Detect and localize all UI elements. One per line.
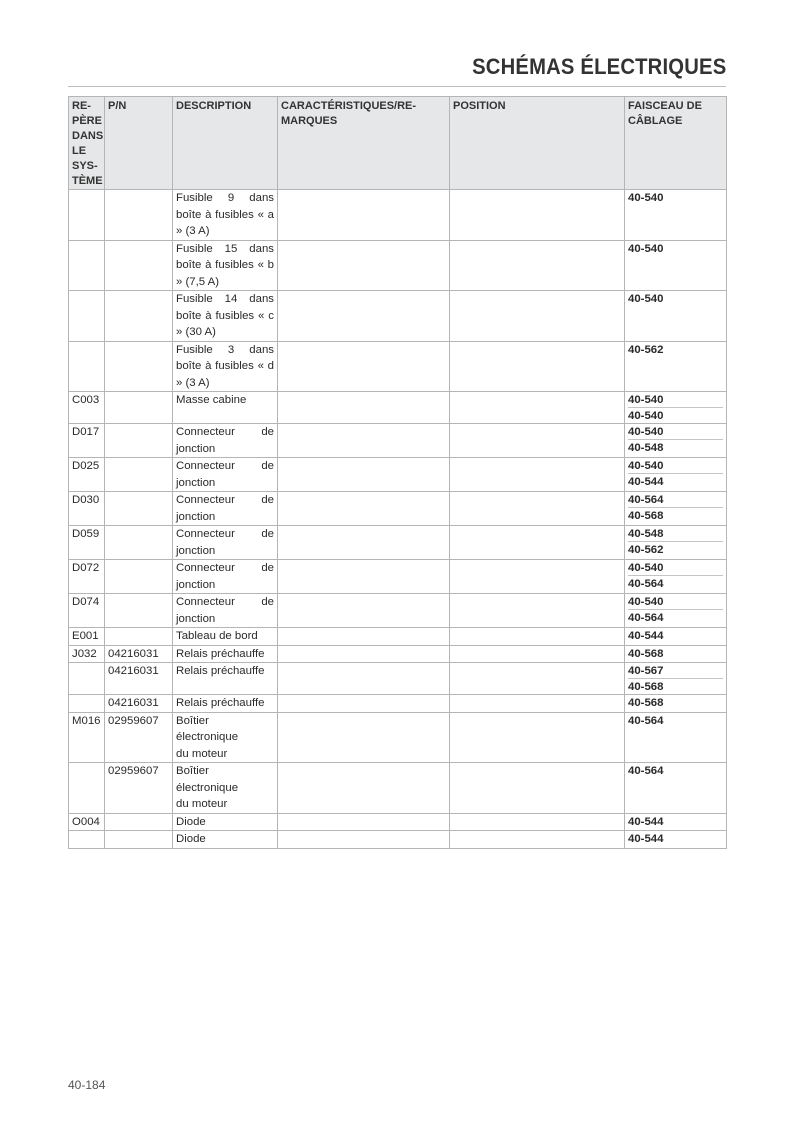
pn-cell xyxy=(105,424,173,458)
faisceau-value: 40-544 xyxy=(628,476,664,488)
remarks-cell xyxy=(278,458,450,492)
ref-cell xyxy=(69,291,105,342)
description-cell xyxy=(173,763,278,814)
pn-cell xyxy=(105,190,173,241)
faisceau-cell xyxy=(625,291,727,342)
pn-cell: 02959607 xyxy=(105,712,173,763)
ref-cell xyxy=(69,695,105,713)
faisceau-cell xyxy=(625,663,727,695)
pn-cell xyxy=(105,492,173,526)
faisceau-value: 40-540 xyxy=(628,242,664,255)
faisceau-value: 40-568 xyxy=(628,510,664,522)
position-cell xyxy=(450,240,625,291)
description-line: jonction xyxy=(176,612,216,625)
faisceau-value: 40-562 xyxy=(628,544,664,556)
description-cell xyxy=(173,240,278,291)
faisceau-value: 40-540 xyxy=(628,410,664,422)
remarks-cell xyxy=(278,645,450,663)
faisceau-value: 40-540 xyxy=(628,392,723,408)
position-cell xyxy=(450,458,625,492)
faisceau-cell xyxy=(625,190,727,241)
table-row xyxy=(69,645,727,663)
faisceau-cell xyxy=(625,712,727,763)
column-header-position: POSITION xyxy=(450,97,625,190)
remarks-cell xyxy=(278,341,450,392)
faisceau-value: 40-568 xyxy=(628,681,664,693)
position-cell xyxy=(450,594,625,628)
ref-cell: M016 xyxy=(69,712,105,763)
ref-cell xyxy=(69,341,105,392)
page-title: SCHÉMAS ÉLECTRIQUES xyxy=(471,54,726,79)
faisceau-cell xyxy=(625,341,727,392)
description-cell xyxy=(173,645,278,663)
position-cell xyxy=(450,424,625,458)
description-line: boîte à fusibles « c xyxy=(176,309,274,322)
description-line: Connecteur de xyxy=(176,426,274,438)
remarks-cell xyxy=(278,526,450,560)
position-cell xyxy=(450,695,625,713)
column-header-pn: P/N xyxy=(105,97,173,190)
table-row xyxy=(69,458,727,492)
remarks-cell xyxy=(278,291,450,342)
description-cell xyxy=(173,712,278,763)
title-divider xyxy=(68,86,726,87)
remarks-cell xyxy=(278,392,450,424)
description-line: Diode xyxy=(176,833,206,845)
ref-cell: D074 xyxy=(69,594,105,628)
position-cell xyxy=(450,645,625,663)
table-row xyxy=(69,341,727,392)
faisceau-value: 40-540 xyxy=(628,424,723,440)
description-cell xyxy=(173,424,278,458)
description-line: Connecteur de xyxy=(176,460,274,472)
table-header-row xyxy=(69,97,727,190)
position-cell xyxy=(450,628,625,646)
table-row xyxy=(69,594,727,628)
faisceau-cell xyxy=(625,492,727,526)
remarks-cell xyxy=(278,594,450,628)
ref-cell xyxy=(69,240,105,291)
pn-cell xyxy=(105,291,173,342)
column-header-faisceau: FAISCEAU DE CÂBLAGE xyxy=(625,97,727,190)
faisceau-value: 40-567 xyxy=(628,663,723,679)
column-header-ref: RE- PÈRE DANS LE SYS- TÈME xyxy=(69,97,105,190)
faisceau-cell xyxy=(625,560,727,594)
faisceau-cell xyxy=(625,695,727,713)
column-header-description: DESCRIPTION xyxy=(173,97,278,190)
pn-cell xyxy=(105,813,173,831)
table-row xyxy=(69,392,727,424)
description-line: Relais préchauffe xyxy=(176,697,265,709)
parts-table xyxy=(68,96,727,849)
ref-cell xyxy=(69,663,105,695)
description-line: boîte à fusibles « a xyxy=(176,208,274,221)
faisceau-value: 40-548 xyxy=(628,442,664,454)
description-line: Diode xyxy=(176,815,206,828)
table-body xyxy=(69,190,727,849)
faisceau-cell xyxy=(625,240,727,291)
faisceau-cell xyxy=(625,594,727,628)
faisceau-value: 40-564 xyxy=(628,578,664,590)
faisceau-value: 40-540 xyxy=(628,293,664,305)
faisceau-value: 40-568 xyxy=(628,647,664,660)
remarks-cell xyxy=(278,831,450,849)
description-line: » (3 A) xyxy=(176,225,210,237)
description-cell xyxy=(173,526,278,560)
description-cell xyxy=(173,341,278,392)
pn-cell: 04216031 xyxy=(105,695,173,713)
pn-cell xyxy=(105,594,173,628)
table-row xyxy=(69,424,727,458)
description-line: jonction xyxy=(176,510,216,523)
ref-cell: D017 xyxy=(69,424,105,458)
remarks-cell xyxy=(278,712,450,763)
description-line: Relais préchauffe xyxy=(176,647,265,660)
faisceau-value: 40-540 xyxy=(628,192,664,204)
position-cell xyxy=(450,560,625,594)
position-cell xyxy=(450,663,625,695)
faisceau-value: 40-564 xyxy=(628,612,664,624)
table-row xyxy=(69,663,727,695)
description-line: du moteur xyxy=(176,798,228,810)
faisceau-cell xyxy=(625,526,727,560)
remarks-cell xyxy=(278,190,450,241)
pn-cell: 02959607 xyxy=(105,763,173,814)
description-line: jonction xyxy=(176,442,216,455)
description-line: Boîtier électronique xyxy=(176,765,239,794)
description-line: Fusible 15 dans xyxy=(176,242,274,255)
description-line: jonction xyxy=(176,544,216,557)
pn-cell xyxy=(105,526,173,560)
remarks-cell xyxy=(278,763,450,814)
remarks-cell xyxy=(278,560,450,594)
description-cell xyxy=(173,492,278,526)
description-line: » (30 A) xyxy=(176,326,216,338)
page-number: 40-184 xyxy=(68,1078,106,1092)
faisceau-value: 40-540 xyxy=(628,458,723,474)
ref-cell: O004 xyxy=(69,813,105,831)
description-line: Connecteur de xyxy=(176,596,274,608)
faisceau-value: 40-562 xyxy=(628,343,664,356)
faisceau-value: 40-548 xyxy=(628,526,723,542)
description-line: Tableau de bord xyxy=(176,630,258,642)
table-row xyxy=(69,695,727,713)
position-cell xyxy=(450,392,625,424)
ref-cell: E001 xyxy=(69,628,105,646)
description-cell xyxy=(173,594,278,628)
position-cell xyxy=(450,831,625,849)
description-line: jonction xyxy=(176,476,216,489)
ref-cell: D025 xyxy=(69,458,105,492)
faisceau-cell xyxy=(625,831,727,849)
remarks-cell xyxy=(278,663,450,695)
ref-cell: J032 xyxy=(69,645,105,663)
pn-cell xyxy=(105,341,173,392)
description-line: boîte à fusibles « b xyxy=(176,259,274,271)
pn-cell xyxy=(105,392,173,424)
faisceau-cell xyxy=(625,424,727,458)
pn-cell: 04216031 xyxy=(105,663,173,695)
pn-cell xyxy=(105,628,173,646)
description-line: Connecteur de xyxy=(176,562,274,574)
table-row xyxy=(69,526,727,560)
pn-cell xyxy=(105,560,173,594)
ref-cell xyxy=(69,831,105,849)
faisceau-value: 40-564 xyxy=(628,714,664,727)
description-line: Fusible 9 dans xyxy=(176,192,274,204)
description-cell xyxy=(173,813,278,831)
description-line: boîte à fusibles « d xyxy=(176,360,274,372)
remarks-cell xyxy=(278,424,450,458)
table-row xyxy=(69,240,727,291)
remarks-cell xyxy=(278,492,450,526)
description-line: Relais préchauffe xyxy=(176,665,265,677)
faisceau-cell xyxy=(625,392,727,424)
description-cell xyxy=(173,458,278,492)
description-line: » (7,5 A) xyxy=(176,275,220,288)
table-row xyxy=(69,763,727,814)
table-row xyxy=(69,813,727,831)
table-row xyxy=(69,492,727,526)
position-cell xyxy=(450,712,625,763)
ref-cell: D072 xyxy=(69,560,105,594)
description-cell xyxy=(173,831,278,849)
faisceau-cell xyxy=(625,763,727,814)
description-line: Connecteur de xyxy=(176,528,274,540)
description-cell xyxy=(173,628,278,646)
pn-cell: 04216031 xyxy=(105,645,173,663)
ref-cell: C003 xyxy=(69,392,105,424)
table-row xyxy=(69,712,727,763)
ref-cell xyxy=(69,190,105,241)
description-cell xyxy=(173,560,278,594)
faisceau-cell xyxy=(625,813,727,831)
column-header-remarks: CARACTÉRISTIQUES/RE- MARQUES xyxy=(278,97,450,190)
ref-cell: D059 xyxy=(69,526,105,560)
position-cell xyxy=(450,492,625,526)
faisceau-cell xyxy=(625,645,727,663)
position-cell xyxy=(450,341,625,392)
description-line: Masse cabine xyxy=(176,394,247,406)
description-cell xyxy=(173,695,278,713)
description-line: » (3 A) xyxy=(176,376,210,389)
position-cell xyxy=(450,813,625,831)
description-line: Connecteur de xyxy=(176,494,274,506)
description-line: Fusible 3 dans xyxy=(176,343,274,356)
description-cell xyxy=(173,392,278,424)
remarks-cell xyxy=(278,813,450,831)
table-row xyxy=(69,291,727,342)
position-cell xyxy=(450,190,625,241)
table-row xyxy=(69,560,727,594)
faisceau-value: 40-540 xyxy=(628,560,723,576)
ref-cell: D030 xyxy=(69,492,105,526)
pn-cell xyxy=(105,458,173,492)
description-line: Boîtier électronique xyxy=(176,714,239,743)
description-cell xyxy=(173,291,278,342)
faisceau-cell xyxy=(625,628,727,646)
faisceau-value: 40-568 xyxy=(628,697,664,709)
description-line: du moteur xyxy=(176,747,228,760)
table-row xyxy=(69,190,727,241)
faisceau-value: 40-564 xyxy=(628,492,723,508)
ref-cell xyxy=(69,763,105,814)
table-row xyxy=(69,831,727,849)
description-cell xyxy=(173,190,278,241)
faisceau-value: 40-540 xyxy=(628,594,723,610)
table-row xyxy=(69,628,727,646)
faisceau-cell xyxy=(625,458,727,492)
description-cell xyxy=(173,663,278,695)
pn-cell xyxy=(105,831,173,849)
description-line: jonction xyxy=(176,578,216,591)
remarks-cell xyxy=(278,240,450,291)
position-cell xyxy=(450,291,625,342)
faisceau-value: 40-544 xyxy=(628,833,664,845)
position-cell xyxy=(450,763,625,814)
pn-cell xyxy=(105,240,173,291)
remarks-cell xyxy=(278,695,450,713)
faisceau-value: 40-564 xyxy=(628,765,664,777)
faisceau-value: 40-544 xyxy=(628,815,664,828)
position-cell xyxy=(450,526,625,560)
faisceau-value: 40-544 xyxy=(628,630,664,642)
remarks-cell xyxy=(278,628,450,646)
description-line: Fusible 14 dans xyxy=(176,293,274,305)
